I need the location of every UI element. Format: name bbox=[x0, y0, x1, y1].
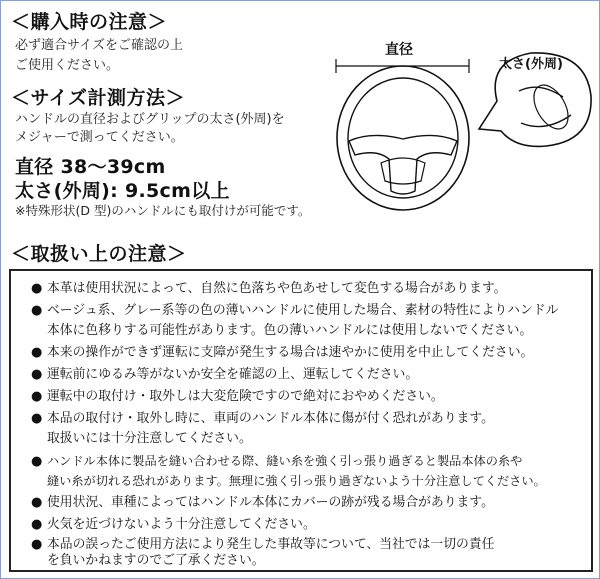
diameter-spec: 直径 38〜39cm bbox=[15, 156, 166, 178]
bullet-icon: ● bbox=[31, 303, 43, 318]
caution-item-6: ● 本品の取付け・取外し時に、車両のハンドル本体に傷が付く恐れがあります。 bbox=[31, 409, 494, 429]
caution-item-4: ● 運転前にゆるみ等がないか安全を確認の上、運転してください。 bbox=[31, 365, 418, 385]
caution-item-6-cont: 取扱いには十分注意してください。 bbox=[47, 431, 252, 446]
dshape-note: ※特殊形状(D 型)のハンドルにも取付けが可能です。 bbox=[15, 203, 311, 218]
caution-box bbox=[9, 269, 593, 572]
caution-item-10: ● 本品の誤ったご使用方法により発生した事故等について、当社では一切の責任 bbox=[31, 535, 494, 555]
bullet-icon: ● bbox=[31, 411, 43, 426]
caution-item-8: ● 使用状況、車種によってはハンドル本体にカバーの跡が残る場合があります。 bbox=[31, 493, 494, 513]
caution-item-1: ● 本革は使用状況によって、自然に色落ちや色あせして変色する場合があります。 bbox=[31, 279, 506, 299]
bullet-icon: ● bbox=[31, 389, 43, 404]
caution-item-2-cont: 本体に色移りする可能性があります。色の薄いハンドルには使用しないでください。 bbox=[47, 323, 533, 338]
caution-item-3: ● 本来の操作ができず運転に支障が発生する場合は速やかに使用を中止してください。 bbox=[31, 343, 533, 363]
bullet-icon: ● bbox=[31, 495, 43, 510]
handling-heading: ＜取扱い上の注意＞ bbox=[11, 243, 187, 265]
caution-item-7: ● ハンドル本体に製品を縫い合わせる際、縫い糸を強く引っ張り過ぎると製品本体の糸や bbox=[31, 451, 522, 472]
thickness-label: 太さ(外周) bbox=[499, 57, 563, 72]
caution-item-5: ● 運転中の取付け・取外しは大変危険ですので絶対におやめください。 bbox=[31, 387, 444, 407]
caution-item-9: ● 火気を近づけないよう十分注意してください。 bbox=[31, 515, 316, 535]
measure-heading: ＜サイズ計測方法＞ bbox=[11, 87, 185, 109]
bullet-icon: ● bbox=[31, 454, 43, 469]
caution-item-7-cont: 縫い糸が切れる恐れがあります。無理に強く引っ張り過ぎないよう十分注意してください。 bbox=[47, 474, 546, 488]
steering-wheel-diagram bbox=[301, 31, 600, 231]
bullet-icon: ● bbox=[31, 517, 43, 532]
measure-line-1: ハンドルの直径およびグリップの太さ(外周)を bbox=[15, 112, 285, 127]
bullet-icon: ● bbox=[31, 537, 43, 552]
caution-item-2: ● ベージュ系、グレー系等の色の薄いハンドルに使用した場合、素材の特性によりハンドル bbox=[31, 301, 558, 321]
diameter-label: 直径 bbox=[385, 42, 413, 58]
purchase-line-2: ご使用ください。 bbox=[15, 58, 120, 73]
thickness-spec: 太さ(外周): 9.5cm以上 bbox=[15, 180, 230, 202]
bullet-icon: ● bbox=[31, 345, 43, 360]
bullet-icon: ● bbox=[31, 367, 43, 382]
bullet-icon: ● bbox=[31, 281, 43, 296]
purchase-heading: ＜購入時の注意＞ bbox=[11, 11, 168, 33]
caution-item-10-cont: を負いかねますのでご了承ください。 bbox=[47, 553, 265, 568]
measure-line-2: メジャーで測ってください。 bbox=[15, 130, 184, 145]
purchase-line-1: 必ず適合サイズをご確認の上 bbox=[15, 38, 183, 53]
